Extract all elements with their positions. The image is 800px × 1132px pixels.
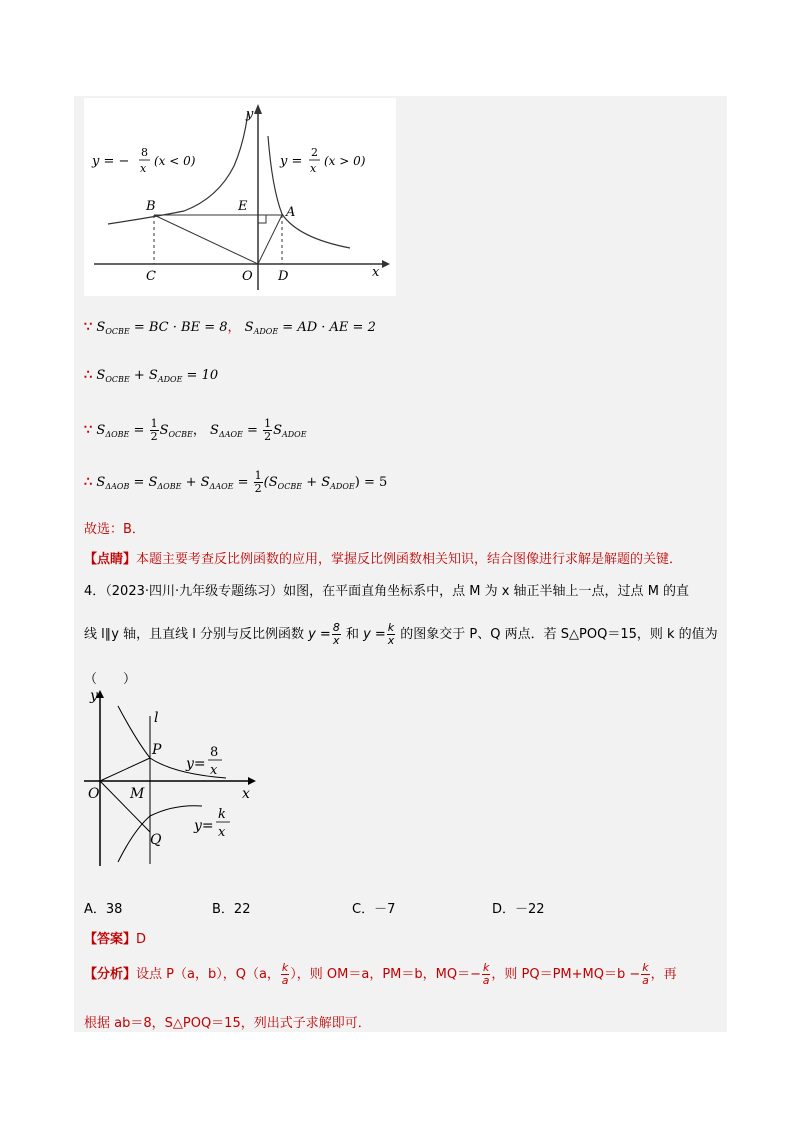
segment-OA	[258, 215, 282, 264]
question4-line1: 4．（2023·四川·九年级专题练习）如图，在平面直角坐标系中，点 M 为 x 轴正半轴上一点，过点 M 的直	[84, 584, 690, 599]
label-B: B	[146, 199, 156, 214]
comment-text: 本题主要考查反比例函数的应用，掌握反比例函数相关知识，结合图像进行求解是解题的关键．	[136, 552, 683, 567]
svg-text:Q: Q	[150, 832, 162, 848]
label-D: D	[278, 269, 289, 284]
question4-line3: （ ）	[84, 672, 137, 687]
option-A[interactable]: A．38	[84, 902, 123, 917]
fig1-y-label: y	[246, 107, 254, 122]
solution-line-3: ∵ $S_{\Delta OBE}$ = $\frac{1}{2}$ $S_{OCBE}$， $S_{\Delta AOE}$ = $\frac{1}{2}$ $S_{ADOE}$	[84, 417, 307, 443]
x-axis-arrow	[382, 260, 390, 268]
figure-1-svg	[84, 98, 396, 296]
option-C[interactable]: C．－7	[352, 902, 396, 917]
segment-OP	[100, 758, 150, 781]
svg-text:l: l	[154, 710, 159, 726]
comment-tag: 【点睛】	[84, 552, 137, 567]
svg-text:x: x	[242, 786, 250, 802]
svg-text:x: x	[218, 825, 226, 840]
svg-text:M: M	[130, 786, 145, 802]
label-O: O	[242, 269, 253, 284]
svg-text:y=: y=	[186, 756, 206, 772]
figure-1	[84, 98, 396, 296]
svg-text:(x > 0): (x > 0)	[324, 154, 366, 168]
figure-2	[84, 688, 264, 866]
svg-text:x: x	[310, 162, 317, 175]
svg-text:y: y	[90, 688, 98, 704]
svg-text:y=: y=	[194, 818, 214, 834]
left-curve-eq-y: y = −	[92, 154, 130, 169]
solution-line-2: ∴ $S_{OCBE} + S_{ADOE} = 10$	[84, 368, 219, 384]
y-axis-arrow	[254, 104, 262, 114]
answer-value: D	[136, 932, 147, 947]
label-C: C	[146, 269, 156, 284]
figure-2-svg	[84, 688, 264, 866]
analysis-line2: 根据 ab＝8，S△POQ＝15，列出式子求解即可．	[84, 1016, 371, 1031]
analysis-line1: 【分析】设点 P（a，b），Q（a， $\frac{k}{a}$ ），则 OM＝a，PM＝b，MQ＝− $\frac{k}{a}$ ，则 PQ＝PM+MQ＝b − $\frac{k}{a}$ ，再	[84, 961, 677, 987]
label-E: E	[238, 199, 248, 214]
option-B[interactable]: B．22	[212, 902, 251, 917]
svg-text:k: k	[218, 807, 226, 822]
option-D[interactable]: D．－22	[492, 902, 545, 917]
solution-line-4: ∴ $S_{\Delta AOB} = S_{\Delta OBE} + S_{\Delta AOE}$ = $\frac{1}{2}$ $(S_{OCBE} + S_{ADOE}) = 5$	[84, 469, 388, 495]
svg-text:x: x	[210, 763, 218, 778]
left-curve-num: 8	[141, 146, 148, 159]
fig1-x-label: x	[372, 265, 380, 280]
answer-line	[84, 928, 146, 947]
label-A: A	[286, 205, 296, 220]
right-hyperbola	[268, 136, 350, 248]
question4-line2: 线 l∥y 轴，且直线 l 分别与反比例函数 y = $\frac{8}{x}$ 和 y = $\frac{k}{x}$ 的图象交于 P、Q 两点．若 S△POQ＝15，则 k 的值为	[84, 621, 718, 647]
svg-text:x: x	[140, 162, 147, 175]
analysis-tag: 【分析】	[84, 967, 137, 982]
comment-line	[84, 548, 682, 567]
svg-text:P: P	[152, 742, 162, 758]
svg-text:(x < 0): (x < 0)	[154, 154, 196, 168]
choice-line: 故选：B．	[84, 522, 145, 537]
svg-text:O: O	[88, 786, 100, 802]
solution-line-1: ∵ $S_{OCBE}$ = BC · BE = 8， $S_{ADOE}$ = AD · AE = 2	[84, 320, 376, 336]
right-angle-mark	[258, 215, 266, 223]
svg-text:8: 8	[210, 745, 219, 760]
answer-tag: 【答案】	[84, 932, 137, 947]
right-curve-num: 2	[311, 146, 318, 159]
segment-BO	[154, 215, 258, 264]
right-curve-eq-y: y =	[280, 154, 303, 169]
